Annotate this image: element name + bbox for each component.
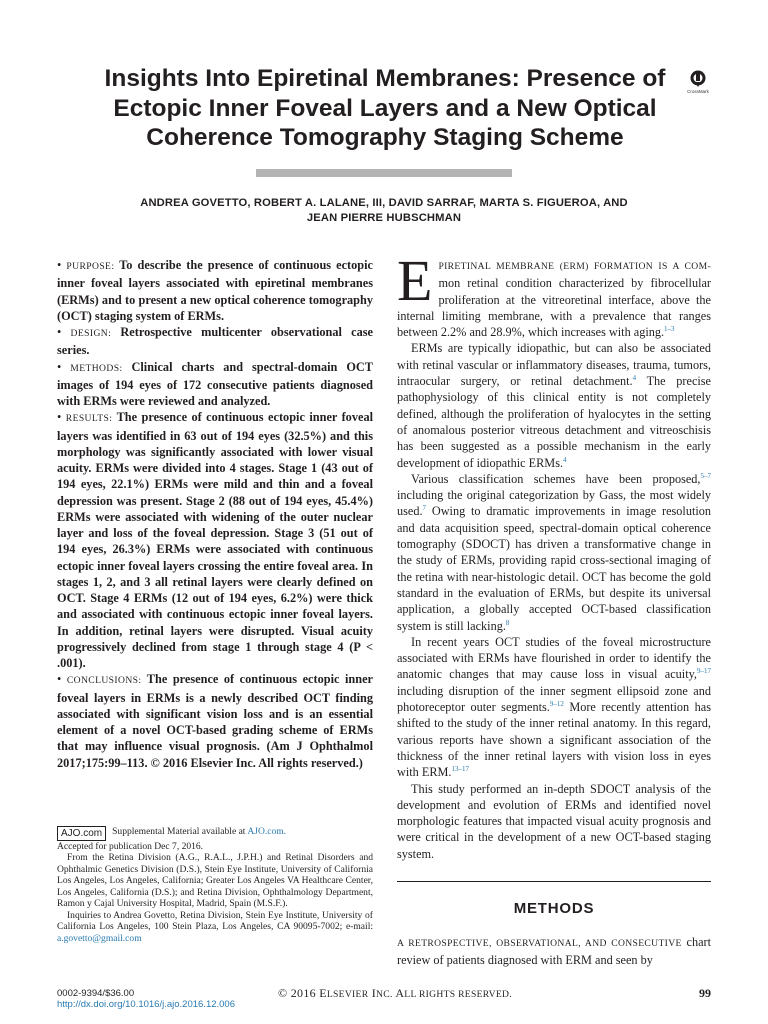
- body-paragraph: ERMs are typically idiopathic, but can also be associated with retinal vascular or inflammatory diseases, trauma, tumors, intraocular surgery, or retinal detachment.$^4$ The precise pathophysiology of this clinical entity is not completely defined, although the proliferation of hyalocytes in the setting of anomalous posterior vitreous detachment and vitreoschisis has been suggested as a possible mechanism in the early development of idiopathic ERMs.$^4$: [397, 341, 711, 470]
- page-number: 99: [699, 986, 711, 1000]
- body-paragraph: Various classification schemes have been proposed,$^{5-7}$ including the original categorization by Gass, the most widely used.$^7$ Owing to dramatic improvements in image resolution and data acquisition speed, spectral-domain optical coherence tomography (SDOCT) has driven a transformative change in the study of ERMs, providing rapid cross-sectional imaging of the retina with near-histologic detail. OCT has become the gold standard in the evaluation of ERMs, but despite its universal application, a globally accepted OCT-based classification system is still lacking.$^8$: [397, 471, 711, 633]
- methods-heading: METHODS: [513, 900, 595, 917]
- issn: 0002-9394/$36.00: [57, 988, 135, 999]
- drop-cap: E: [397, 248, 433, 313]
- author-line: JEAN PIERRE HUBSCHMAN: [306, 211, 462, 224]
- methods-paragraph: A RETROSPECTIVE, OBSERVATIONAL, AND CONSECUTIVE chart review of patients diagnosed with ERM and seen by: [397, 935, 712, 968]
- author-list: [60, 196, 708, 225]
- reference-link[interactable]: 5–7: [700, 471, 711, 480]
- ajo-logo: AJO.com: [57, 826, 106, 841]
- section-label: DESIGN:: [70, 328, 112, 339]
- supplemental-link[interactable]: AJO.com.: [247, 826, 287, 837]
- footnotes: [57, 826, 373, 944]
- body-paragraph: This study performed an in-depth SDOCT analysis of the development and evolution of ERMs and identified novel morphologic features that impacted visual acuity prognosis and were critical in the development of a new OCT-based staging system.: [397, 781, 711, 861]
- title-line: Ectopic Inner Foveal Layers and a New Optical: [113, 94, 657, 122]
- section-label: RESULTS:: [65, 413, 113, 425]
- affiliations: From the Retina Division (A.G., R.A.L., J.P.H.) and Retinal Disorders and Ophthalmic Genetics Division (D.S.), Stein Eye Institute, University of California Los Angeles, Los Angeles, California; Greater Los Angeles VA Healthcare Center, Los Angeles, California (D.S.); and Retina Division, Ophthalmology Department, Ramon y Cajal University Hospital, Madrid, Spain (M.S.F.).: [57, 852, 373, 910]
- section-label: PURPOSE:: [66, 261, 115, 272]
- intro-paragraph: EPIRETINAL MEMBRANE (ERM) FORMATION IS A COM- mon retinal condition characterized by fibrocellular proliferation at the vitreoretinal interface, above the internal limiting membrane, with a prevalence that ranges between 2.2% and 28.9%, which increases with aging.$^{1-3}$: [397, 248, 711, 340]
- body-text: [397, 248, 711, 862]
- abstract-purpose: • PURPOSE: To describe the presence of continuous ectopic inner foveal layers associated with epiretinal membranes (ERMs) and to present a new optical coherence tomography (OCT) staging system of ERMs.: [57, 258, 374, 323]
- reference-link[interactable]: 4: [632, 374, 637, 382]
- abstract-conclusions: • CONCLUSIONS: The presence of continuous ectopic inner foveal layers in ERMs is a newly described OCT finding associated with significant vision loss and is an essential element of a novel OCT-based grading scheme of ERMs that may influence visual prognosis. (Am J Ophthalmol 2017;175:99–113. © 2016 Elsevier Inc. All rights reserved.): [57, 672, 373, 770]
- reference-link[interactable]: 1–3: [664, 325, 675, 334]
- reference-link[interactable]: 7: [422, 504, 427, 513]
- title-line: Coherence Tomography Staging Scheme: [146, 124, 624, 151]
- reference-link[interactable]: 9–12: [549, 699, 564, 708]
- body-paragraph: In recent years OCT studies of the foveal microstructure associated with ERMs have flourished in order to identify the anatomic changes that may cause loss in visual acuity,$^{9-17}$ including disruption of the inner segment ellipsoid zone and photoreceptor outer segments.$^{9-12}$ More recently attention has shifted to the study of the inner retinal anatomy. In this regard, various reports have shown a significant association of the thickness of the inner retinal layers with vision loss in eyes with ERM.$^{13-17}$: [397, 634, 711, 780]
- reference-link[interactable]: 4: [563, 455, 567, 464]
- crossmark-badge[interactable]: [685, 70, 711, 94]
- abstract-methods: • METHODS: Clinical charts and spectral-domain OCT images of 194 eyes of 172 consecutive patients diagnosed with ERMs were reviewed and analyzed.: [57, 359, 373, 408]
- article-title: [90, 64, 680, 153]
- section-label: CONCLUSIONS:: [66, 675, 142, 687]
- title-line: Insights Into Epiretinal Membranes: Presence of: [104, 65, 666, 92]
- accepted-date: Accepted for publication Dec 7, 2016.: [57, 841, 204, 852]
- abstract-design: • DESIGN: Retrospective multicenter observational case series.: [57, 325, 373, 358]
- author-line: ANDREA GOVETTO, ROBERT A. LALANE, III, DAVID SARRAF, MARTA S. FIGUEROA, AND: [140, 197, 628, 209]
- reference-link[interactable]: 8: [505, 618, 510, 627]
- reference-link[interactable]: 13–17: [451, 765, 469, 774]
- abstract: [57, 257, 373, 771]
- reference-link[interactable]: 9–17: [697, 667, 711, 676]
- section-label: METHODS:: [70, 362, 123, 374]
- crossmark-label: CrossMark: [687, 89, 709, 94]
- correspondence: Inquiries to Andrea Govetto, Retina Division, Stein Eye Institute, University of California Los Angeles, 100 Stein Plaza, Los Angeles, CA 90095-7002; e-mail: a.govetto@gmail.com: [57, 909, 373, 944]
- abstract-results: • RESULTS: The presence of continuous ectopic inner foveal layers was identified in 63 out of 194 eyes (32.5%) and this morphology was significantly associated with lower visual acuity. ERMs were divided into 4 stages. Stage 1 (43 out of 194 eyes, 22.1%) ERMs were mild and thin and a foveal depression was present. Stage 2 (88 out of 194 eyes, 45.4%) ERMs were associated with widening of the outer nuclear layer and loss of the foveal depression. Stage 3 (51 out of 194 eyes, 26.3%) ERMs were associated with continuous ectopic inner foveal layers crossing the entire foveal area. In stages 1, 2, and 3 all retinal layers were clearly defined on OCT. Stage 4 ERMs (12 out of 194 eyes, 6.2%) were thick and associated with continuous ectopic inner foveal layers. In addition, retinal layers were disrupted. Visual acuity progressively declined from stage 1 through stage 4 (P < .001).: [57, 410, 374, 670]
- copyright-notice: © 2016 ELSEVIER INC. ALL RIGHTS RESERVED.: [277, 986, 512, 1000]
- section-divider: [397, 881, 711, 882]
- supplemental-note: AJO.com Supplemental Material available at AJO.com.: [57, 826, 373, 841]
- crossmark-icon: [690, 70, 706, 88]
- email-link[interactable]: a.govetto@gmail.com: [57, 932, 142, 944]
- doi-link[interactable]: http://dx.doi.org/10.1016/j.ajo.2016.12.006: [57, 999, 235, 1010]
- title-divider: [256, 169, 512, 177]
